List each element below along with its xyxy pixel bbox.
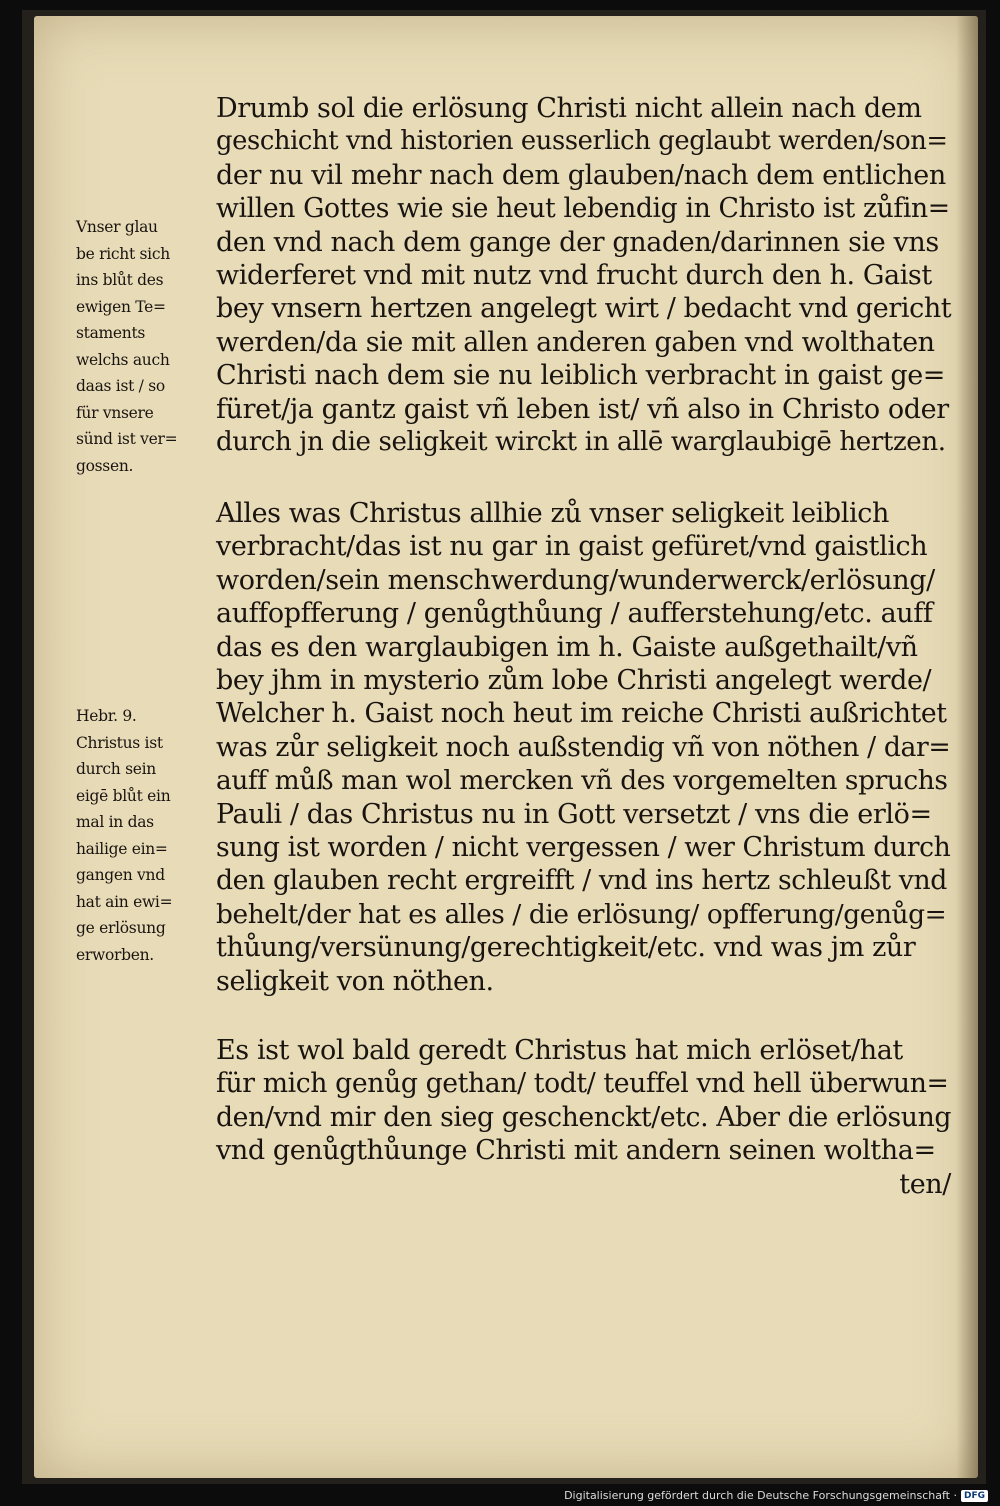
margin-line: mal in das — [76, 813, 154, 831]
text-line: bey jhm in mysterio zům lobe Christi angelegt werde/ — [216, 665, 932, 697]
text-line: Es ist wol bald geredt Christus hat mich erlöset/hat — [216, 1035, 903, 1066]
text-line: füret/ja gantz gaist vñ leben ist/ vñ also in Christo oder — [216, 393, 949, 425]
text-line: den/vnd mir den sieg geschenckt/etc. Aber die erlösung — [216, 1101, 952, 1133]
margin-line: ins blůt des — [76, 271, 164, 289]
margin-line: für vnsere — [76, 403, 154, 422]
margin-line: Vnser glau — [76, 218, 158, 236]
text-line: geschicht vnd historien eusserlich geglaubt werden/son= — [216, 126, 948, 157]
margin-line: gossen. — [76, 456, 134, 475]
dfg-logo: DFG — [961, 1490, 988, 1502]
margin-line: Christus ist — [76, 733, 163, 752]
margin-line: gangen vnd — [76, 866, 165, 884]
text-line: Christi nach dem sie nu leiblich verbracht in gaist ge= — [216, 360, 946, 392]
text-line: vnd genůgthůunge Christi mit andern seinen woltha= — [216, 1135, 936, 1167]
paragraph-1 — [216, 92, 951, 459]
text-line: Drumb sol die erlösung Christi nicht allein nach dem — [216, 93, 922, 124]
text-line: behelt/der hat es alles / die erlösung/ opfferung/genůg= — [216, 898, 947, 930]
margin-line: sünd ist ver= — [76, 430, 178, 448]
text-line: werden/da sie mit allen anderen gaben vnd wolthaten — [216, 326, 935, 358]
text-line: was zůr seligkeit noch außstendig vñ von nöthen / dar= — [216, 731, 951, 763]
text-line: Welcher h. Gaist noch heut im reiche Christi außrichtet — [216, 698, 947, 730]
text-line: widerferet vnd mit nutz vnd frucht durch den h. Gaist — [216, 260, 932, 292]
margin-line: ewigen Te= — [76, 297, 166, 316]
text-line: für mich genůg gethan/ todt/ teuffel vnd hell überwun= — [216, 1068, 949, 1100]
text-line: auffopfferung / genůgthůung / aufferstehung/etc. auff — [216, 598, 933, 630]
paragraph-3 — [216, 1034, 951, 1201]
margin-line: eigē blůt ein — [76, 786, 171, 805]
digitization-footer — [564, 1489, 988, 1502]
text-line: willen Gottes wie sie heut lebendig in Christo ist zůfin= — [216, 193, 950, 225]
text-line: der nu vil mehr nach dem glauben/nach dem entlichen — [216, 159, 946, 191]
paragraph-2 — [216, 497, 951, 998]
text-line: Pauli / das Christus nu in Gott versetzt / vns die erlö= — [216, 798, 932, 830]
margin-line: be richt sich — [76, 244, 170, 263]
text-line: thůung/versünung/gerechtigkeit/etc. vnd was jm zůr — [216, 932, 916, 964]
margin-line: Hebr. 9. — [76, 707, 137, 725]
margin-line: welchs auch — [76, 350, 170, 369]
page-edge-shadow — [956, 16, 978, 1478]
text-line: worden/sein menschwerdung/wunderwerck/erlösung/ — [216, 564, 935, 596]
margin-line: hat ain ewi= — [76, 892, 173, 911]
text-line: seligkeit von nöthen. — [216, 965, 494, 997]
margin-line: ge erlösung — [76, 919, 166, 937]
margin-line: staments — [76, 324, 146, 342]
margin-line: erworben. — [76, 945, 154, 964]
text-line: sung ist worden / nicht vergessen / wer Christum durch — [216, 832, 951, 864]
margin-line: daas ist / so — [76, 377, 165, 395]
text-line: auff můß man wol mercken vñ des vorgemelten spruchs — [216, 765, 948, 797]
text-line: den vnd nach dem gange der gnaden/darinnen sie vns — [216, 226, 939, 258]
text-line: Alles was Christus allhie zů vnser seligkeit leiblich — [216, 498, 889, 529]
marginal-note-1 — [76, 214, 210, 479]
text-line: verbracht/das ist nu gar in gaist gefüret/vnd gaistlich — [216, 531, 928, 563]
margin-line: hailige ein= — [76, 839, 168, 858]
catchword: ten/ — [899, 1168, 951, 1200]
text-line: den glauben recht ergreifft / vnd ins hertz schleußt vnd — [216, 865, 947, 897]
marginal-note-2 — [76, 703, 210, 968]
margin-line: durch sein — [76, 760, 156, 778]
funding-credit: Digitalisierung gefördert durch die Deutsche Forschungsgemeinschaft · — [564, 1489, 957, 1502]
text-line: das es den warglaubigen im h. Gaiste außgethailt/vñ — [216, 631, 918, 663]
text-line: bey vnsern hertzen angelegt wirt / bedacht vnd gericht — [216, 293, 952, 325]
text-line: durch jn die seligkeit wirckt in allē warglaubigē hertzen. — [216, 427, 946, 458]
